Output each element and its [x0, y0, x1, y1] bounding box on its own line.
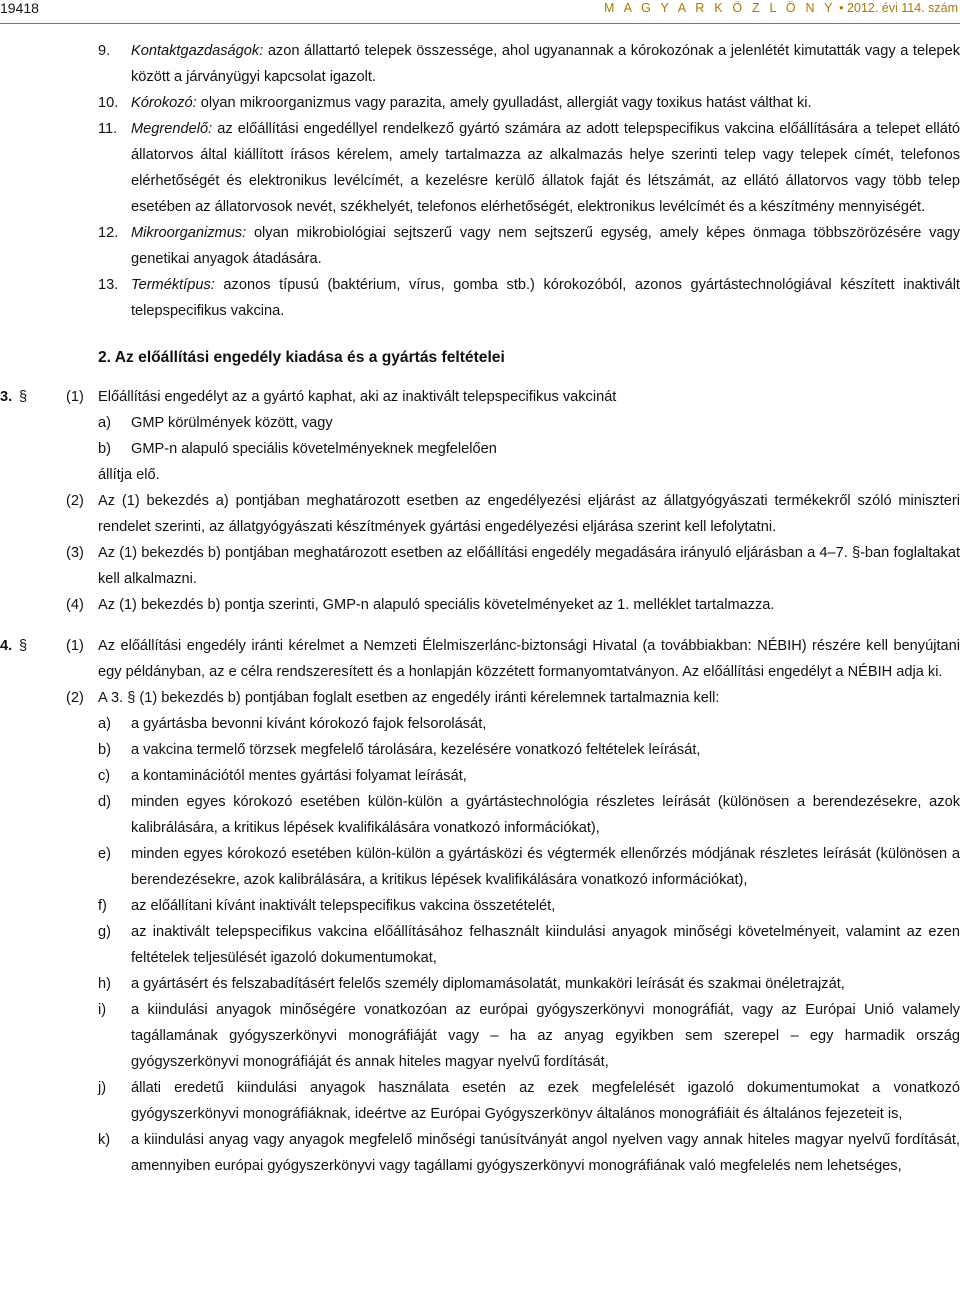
- item-text: a gyártásért és felszabadításért felelős személy diplomamásolatát, munkaköri leírását és szakmai önéletrajzát,: [131, 976, 845, 992]
- item-text: az inaktivált telepspecifikus vakcina előállításához felhasznált kiindulási anyagok minőségi követelményeit, valamint az ezen feltételek teljesülését igazoló dokumentumokat,: [131, 924, 960, 966]
- paragraph-number: (2): [66, 493, 84, 509]
- item-text: a kiindulási anyagok minőségére vonatkozóan az európai gyógyszerkönyvi monográfiát, vagy az Európai Unió valamely tagállamának gyógyszerkönyvi monográfiáját vagy – ha az anyag egyikben sem szerepel – egy harmadik ország gyógyszerkönyvi monográfiáját és annak hiteles magyar nyelvű fordítását,: [131, 1002, 960, 1070]
- paragraph-text: Az (1) bekezdés a) pontjában meghatározott esetben az engedélyezési eljárást az állatgyógyászati termékekről szóló miniszteri rendelet szerinti, az állatgyógyászati készítmények gyártási engedélyezési eljárása szerint kell lefolytatni.: [98, 493, 960, 535]
- paragraph-text: Az (1) bekezdés b) pontjában meghatározott esetben az előállítási engedély megadására irányuló eljárásban a 4–7. §-ban foglaltakat kell alkalmazni.: [98, 545, 960, 587]
- item-label: g): [98, 924, 111, 940]
- header-bullet: •: [839, 1, 844, 15]
- item-label: c): [98, 768, 111, 784]
- definition-term: Mikroorganizmus:: [131, 225, 247, 241]
- item-label: b): [98, 742, 111, 758]
- definition-term: Megrendelő:: [131, 121, 213, 137]
- item-label: f): [98, 898, 107, 914]
- item-label: i): [98, 1002, 107, 1018]
- paragraph-text: Az (1) bekezdés b) pontja szerinti, GMP-n alapuló speciális követelményeket az 1. melléklet tartalmazza.: [98, 597, 775, 613]
- item-text: állati eredetű kiindulási anyagok használata esetén az ezek megfelelését igazoló dokumentumokat a vonatkozó gyógyszerkönyvi monográfiáknak, ideértve az Európai Gyógyszerkönyv általános monográfiáit és általános fejezeteit is,: [131, 1080, 960, 1122]
- paragraph: [66, 488, 960, 540]
- item-label: j): [98, 1080, 107, 1096]
- section-4: [0, 633, 960, 1179]
- definition-number: 11.: [98, 121, 118, 137]
- paragraph: [66, 540, 960, 592]
- paragraph-number: (3): [66, 545, 84, 561]
- item-text: GMP körülmények között, vagy: [131, 415, 333, 431]
- definition-term: Kontaktgazdaságok:: [131, 43, 264, 59]
- definition-number: 10.: [98, 95, 119, 111]
- item-label: d): [98, 794, 111, 810]
- definition-list: [98, 38, 960, 324]
- section-3: [0, 384, 960, 618]
- paragraph-text: Előállítási engedélyt az a gyártó kaphat, aki az inaktivált telepspecifikus vakcinát: [98, 389, 617, 405]
- definition-item: [98, 220, 960, 272]
- item-text: GMP-n alapuló speciális követelményeknek megfelelően: [131, 441, 497, 457]
- section-number: 4.: [0, 638, 13, 654]
- paragraph: [66, 592, 960, 618]
- paragraph: [66, 633, 960, 685]
- issue-label: 2012. évi 114. szám: [847, 1, 958, 15]
- paragraph-trailer: állítja elő.: [98, 467, 160, 483]
- list-item: [98, 410, 960, 436]
- definition-item: [98, 272, 960, 324]
- section-number: 3.: [0, 389, 13, 405]
- paragraph-number: (1): [66, 389, 84, 405]
- definition-term: Terméktípus:: [131, 277, 215, 293]
- definition-text: olyan mikroorganizmus vagy parazita, amely gyulladást, allergiát vagy toxikus hatást válthat ki.: [196, 95, 812, 111]
- item-label: b): [98, 441, 111, 457]
- paragraph: [66, 685, 960, 711]
- item-label: h): [98, 976, 111, 992]
- running-header: [604, 1, 958, 15]
- list-item: [98, 919, 960, 971]
- item-text: a gyártásba bevonni kívánt kórokozó fajok felsorolását,: [131, 716, 487, 732]
- journal-title: M A G Y A R K Ö Z L Ö N Y: [604, 1, 836, 15]
- definition-number: 12.: [98, 225, 119, 241]
- definition-text: azonos típusú (baktérium, vírus, gomba stb.) kórokozóból, azonos gyártástechnológiával készített inaktivált telepspecifikus vakcina.: [131, 277, 960, 319]
- item-label: a): [98, 415, 111, 431]
- document-body: [0, 38, 960, 1179]
- list-item: [98, 436, 960, 462]
- list-item: [98, 971, 960, 997]
- section-sign: §: [19, 389, 28, 405]
- definition-item: [98, 38, 960, 90]
- paragraph-number: (1): [66, 638, 84, 654]
- definition-number: 13.: [98, 277, 119, 293]
- item-text: a vakcina termelő törzsek megfelelő tárolására, kezelésére vonatkozó feltételek leírását,: [131, 742, 701, 758]
- definition-item: [98, 116, 960, 220]
- item-text: a kiindulási anyag vagy anyagok megfelelő minőségi tanúsítványát angol nyelven vagy annak hiteles magyar nyelvű fordítását, amennyiben európai gyógyszerkönyvi vagy tagállami gyógyszerkönyvi monográfiának való megfelelés nem lehetséges,: [131, 1132, 960, 1174]
- list-item: [98, 789, 960, 841]
- section-sign: §: [19, 638, 28, 654]
- list-item: [98, 893, 960, 919]
- definition-item: [98, 90, 960, 116]
- paragraph: [66, 384, 960, 410]
- paragraph-number: (2): [66, 690, 84, 706]
- list-item: [98, 1127, 960, 1179]
- list-item: [98, 711, 960, 737]
- item-text: a kontaminációtól mentes gyártási folyamat leírását,: [131, 768, 467, 784]
- paragraph-text: A 3. § (1) bekezdés b) pontjában foglalt esetben az engedély iránti kérelemnek tartalmaznia kell:: [98, 690, 720, 706]
- item-text: minden egyes kórokozó esetében külön-külön a gyártástechnológia részletes leírását (különösen a berendezésekre, azok kalibrálására, a kritikus lépések kvalifikálására vonatkozó információkat),: [131, 794, 960, 836]
- list-item: [98, 997, 960, 1075]
- list-item: [98, 841, 960, 893]
- chapter-heading: 2. Az előállítási engedély kiadása és a gyártás feltételei: [98, 349, 505, 366]
- definition-text: azon állattartó telepek összessége, ahol ugyanannak a kórokozónak a jelenlétét kimutatták vagy a telepek között a járványügyi kapcsolat igazolt.: [131, 43, 960, 85]
- definition-text: az előállítási engedéllyel rendelkező gyártó számára az adott telepspecifikus vakcina előállítására a telepet ellátó állatorvos által kiállított írásos kérelem, amely tartalmazza az alkalmazás helye szerinti telep vagy telepek címét, telefonos elérhetőségét és elektronikus levélcímét, a kezelésre kerülő állatok faját és létszámát, az ellátó állatorvos vagy több telep esetében az állatorvosok nevét, székhelyét, telefonos elérhetőségét, elektronikus levélcímét és a készítmény mennyiségét.: [131, 121, 960, 215]
- item-text: minden egyes kórokozó esetében külön-külön a gyártásközi és végtermék ellenőrzés módjának részletes leírását (különösen a berendezésekre, azok kalibrálására, a kritikus lépések kvalifikálására vonatkozó információkat),: [131, 846, 960, 888]
- definition-number: 9.: [98, 43, 111, 59]
- list-item: [98, 737, 960, 763]
- header-rule: [0, 23, 960, 24]
- list-item: [98, 763, 960, 789]
- item-label: a): [98, 716, 111, 732]
- list-item: [98, 1075, 960, 1127]
- item-label: e): [98, 846, 111, 862]
- definition-text: olyan mikrobiológiai sejtszerű vagy nem sejtszerű egység, amely képes önmaga többszörözésére vagy genetikai anyagok átadására.: [131, 225, 960, 267]
- paragraph-text: Az előállítási engedély iránti kérelmet a Nemzeti Élelmiszerlánc-biztonsági Hivatal (a továbbiakban: NÉBIH) részére kell benyújtani egy példányban, az e célra rendszeresített és a honlapján közzétett formanyomtatványon. Az előállítási engedélyt a NÉBIH adja ki.: [98, 638, 960, 680]
- page-number: 19418: [0, 0, 39, 16]
- item-label: k): [98, 1132, 111, 1148]
- definition-term: Kórokozó:: [131, 95, 197, 111]
- item-text: az előállítani kívánt inaktivált telepspecifikus vakcina összetételét,: [131, 898, 556, 914]
- paragraph-number: (4): [66, 597, 84, 613]
